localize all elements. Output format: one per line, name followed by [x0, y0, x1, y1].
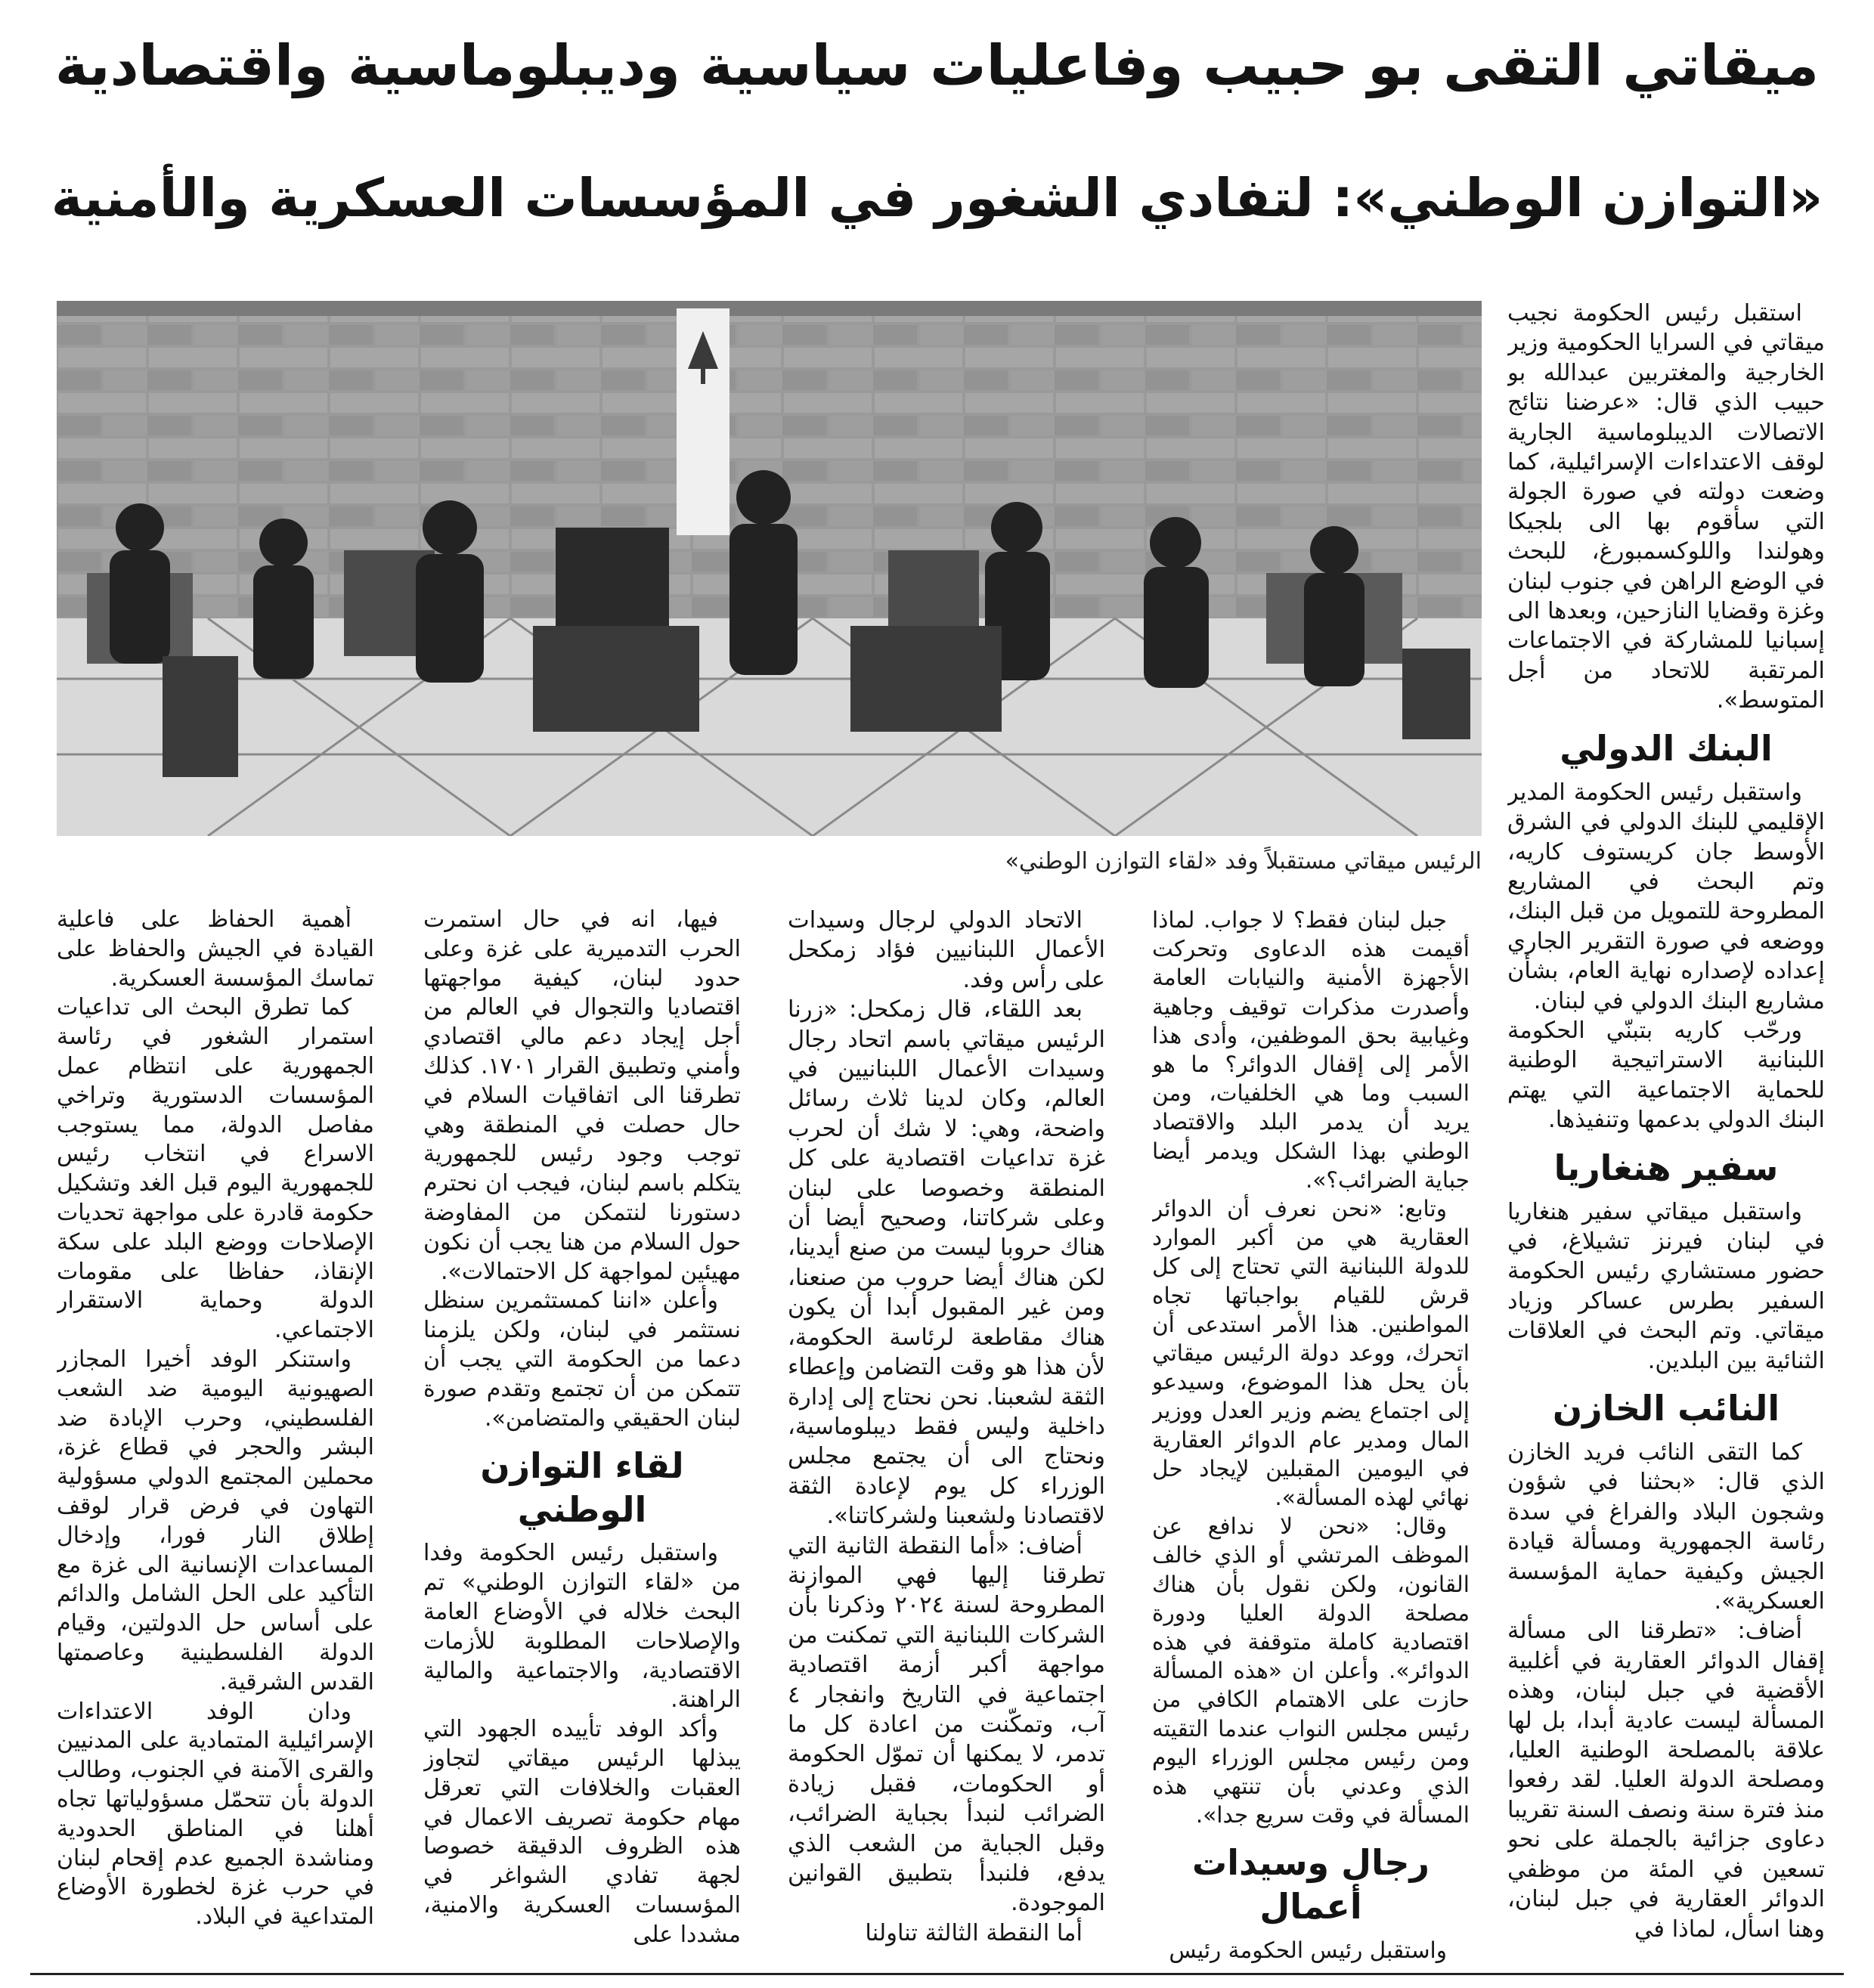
article-column-5: [57, 906, 374, 1968]
paragraph: وتابع: «نحن نعرف أن الدوائر العقارية هي من أكبر الموارد للدولة اللبنانية التي تحتاج إلى كل قرش للقيام بواجباتها تجاه المواطنين. هذا الأمر استدعى أن اتحرك، ووعد دولة الرئيس ميقاتي بأن يحل هذا الموضوع، وسيدعو إلى اجتماع يضم وزير العدل ووزير المال ومدير عام الدوائر العقارية في اليومين المقبلين لإيجاد حل نهائي لهذه المسألة».: [1152, 1196, 1470, 1511]
paragraph: واستقبل رئيس الحكومة رئيس: [1169, 1937, 1447, 1963]
article-column-3: [788, 906, 1105, 1968]
paragraph: واستقبل رئيس الحكومة المدير الإقليمي للبنك الدولي في الشرق الأوسط جان كريستوف كاريه، وتم البحث في المشاريع المطروحة للتمويل من قبل البنك، ووضعه في صورة التقرير الجاري إعداده لإصداره نهاية العام، بشأن مشاريع البنك الدولي في لبنان.: [1507, 779, 1825, 1014]
paragraph: وقال: «نحن لا ندافع عن الموظف المرتشي أو الذي خالف القانون، ولكن نقول بأن هناك مصلحة الدولة العليا ودورة اقتصادية كاملة متوقفة في هذه الدوائر». وأعلن ان «هذه المسألة حازت على الاهتمام الكافي من رئيس مجلس النواب عندما التقيته ومن رئيس مجلس الوزراء اليوم الذي وعدني بأن تنتهي هذه المسألة في وقت سريع جدا».: [1152, 1513, 1470, 1829]
paragraph: ودان الوفد الاعتداءات الإسرائيلية المتمادية على المدنيين والقرى الآمنة في الجنوب، وطالب الدولة بأن تتحمّل مسؤولياتها تجاه أهلنا في المناطق الحدودية ومناشدة الجميع عدم إقحام لبنان في حرب غزة لخطورة الأوضاع المتداعية في البلاد.: [57, 1698, 374, 1931]
subheading: رجال وسيدات أعمال: [1191, 1841, 1430, 1927]
subheading: النائب الخازن: [1552, 1388, 1780, 1429]
subheading: لقاء التوازن الوطني: [480, 1445, 684, 1531]
article-column-2: [1152, 906, 1470, 1968]
paragraph: واستقبل رئيس الحكومة وفدا من «لقاء التوازن الوطني» تم البحث خلاله في الأوضاع العامة والإصلاحات المطلوبة للأزمات الاقتصادية، والاجتماعية والمالية الراهنة.: [423, 1540, 741, 1714]
paragraph: أهمية الحفاظ على فاعلية القيادة في الجيش والحفاظ على تماسك المؤسسة العسكرية.: [57, 906, 374, 992]
paragraph: أما النقطة الثالثة تناولنا: [865, 1919, 1083, 1946]
paragraph: ورحّب كاريه بتبنّي الحكومة اللبنانية الاستراتيجية الوطنية للحماية الاجتماعية التي يهتم البنك الدولي بدعمها وتنفيذها.: [1507, 1017, 1825, 1134]
photo-caption: الرئيس ميقاتي مستقبلاً وفد «لقاء التوازن الوطني»: [1005, 848, 1482, 875]
paragraph: استقبل رئيس الحكومة نجيب ميقاتي في السرايا الحكومية وزير الخارجية والمغتربين عبدالله بو حبيب الذي قال: «عرضنا نتائج الاتصالات الديبلوماسية الجارية لوقف الاعتداءات الإسرائيلية، كما وضعت دولته في صورة الجولة التي سأقوم بها الى بلجيكا وهولندا واللوكسمبورغ، للبحث في الوضع الراهن في جنوب لبنان وغزة وقضايا النازحين، وبعدها الى إسبانيا للمشاركة في الاجتماعات المرتقبة للاتحاد من أجل المتوسط».: [1507, 300, 1825, 714]
paragraph: أضاف: «تطرقنا الى مسألة إقفال الدوائر العقارية في أغلبية الأقضية في جبل لبنان، وهذه المسألة ليست عادية أبدا، بل لها علاقة بالمصلحة الوطنية العليا، ومصلحة الدولة العليا. لقد رفعوا منذ فترة سنة ونصف السنة تقريبا دعاوى جزائية بالجملة على نحو تسعين في المئة من موظفي الدوائر العقارية في جبل لبنان، وهنا اسأل، لماذا في: [1507, 1618, 1825, 1943]
paragraph: واستقبل ميقاتي سفير هنغاريا في لبنان فيرنز تشيلاغ، في حضور مستشاري رئيس الحكومة السفير بطرس عساكر وزياد ميقاتي. وتم البحث في العلاقات الثنائية بين البلدين.: [1507, 1198, 1825, 1374]
paragraph: بعد اللقاء، قال زمكحل: «زرنا الرئيس ميقاتي باسم اتحاد رجال وسيدات الأعمال اللبنانيين في العالم، وكان لدينا ثلاث رسائل واضحة، وهي: لا شك أن لحرب غزة تداعيات اقتصادية على كل المنطقة وخصوصا على لبنان وعلى شركاتنا، وصحيح أيضا أن هناك حروبا ليست من صنع أيدينا، لكن هناك أيضا حروب من صنعنا، ومن غير المقبول أبدا أن يكون هناك مقاطعة لرئاسة الحكومة، لأن هذا هو وقت التضامن وإعطاء الثقة لشعبنا. نحن نحتاج إلى إدارة داخلية وليس فقط ديبلوماسية، ونحتاج الى أن يجتمع مجلس الوزراء كل يوم لإعادة الثقة لاقتصادنا ولشعبنا ولشركاتنا».: [788, 996, 1105, 1530]
paragraph: فيها، انه في حال استمرت الحرب التدميرية على غزة وعلى حدود لبنان، كيفية مواجهتها اقتصاديا والتجوال في العالم من أجل إيجاد دعم مالي اقتصادي وأمني وتطبيق القرار ١٧٠١. كذلك تطرقنا الى اتفاقيات السلام في حال حصلت في المنطقة وهي توجب وجود رئيس للجمهورية يتكلم باسم لبنان، فيجب ان نحترم دستورنا لنتمكن من المفاوضة حول السلام من هنا يجب أن نكون مهيئين لمواجهة كل الاحتمالات».: [423, 906, 741, 1285]
paragraph: أضاف: «أما النقطة الثانية التي تطرقنا إليها فهي الموازنة المطروحة لسنة ٢٠٢٤ وذكرنا بأن الشركات اللبنانية التي تمكنت من مواجهة أكبر أزمة اقتصادية اجتماعية في التاريخ وانفجار ٤ آب، وتمكّنت من اعادة كل ما تدمر، لا يمكنها أن تموّل الحكومة أو الحكومات، فقبل زيادة الضرائب لنبدأ بجباية الضرائب، وقبل الجباية من الشعب الذي يدفع، فلنبدأ بتطبيق القوانين الموجودة.: [788, 1532, 1105, 1917]
paragraph: كما تطرق البحث الى تداعيات استمرار الشغور في رئاسة الجمهورية على انتظام عمل المؤسسات الدستورية وتراخي مفاصل الدولة، مما يستوجب الاسراع في انتخاب رئيس للجمهورية اليوم قبل الغد وتشكيل حكومة قادرة على مواجهة تحديات الإصلاحات ووضع البلد على سكة الإنقاذ، حفاظا على مقومات الدولة وحماية الاستقرار الاجتماعي.: [57, 994, 374, 1344]
paragraph: وأعلن «اننا كمستثمرين سنظل نستثمر في لبنان، ولكن يلزمنا دعما من الحكومة التي يجب أن تتمكن من أن تجتمع وتقدم صورة لبنان الحقيقي والمتضامن».: [423, 1287, 741, 1432]
article-headline: «التوازن الوطني»: لتفادي الشغور في المؤسسات العسكرية والأمنية: [51, 167, 1823, 229]
paragraph: كما التقى النائب فريد الخازن الذي قال: «بحثنا في شؤون وشجون البلاد والفراغ في سدة رئاسة الجمهورية ومسألة قيادة الجيش وكيفية حماية المؤسسة العسكرية».: [1507, 1439, 1825, 1615]
meeting-photo-illustration: [57, 301, 1482, 836]
article-column-1: [1507, 299, 1825, 1954]
subheading: البنك الدولي: [1560, 727, 1773, 769]
paragraph: وأكد الوفد تأييده الجهود التي يبذلها الرئيس ميقاتي لتجاوز العقبات والخلافات التي تعرقل مهام حكومة تصريف الاعمال في هذه الظروف الدقيقة خصوصا لجهة تفادي الشواغر في المؤسسات العسكرية والامنية، مشددا على: [423, 1716, 741, 1948]
article-column-4: [423, 906, 741, 1968]
article-kicker: ميقاتي التقى بو حبيب وفاعليات سياسية وديبلوماسية واقتصادية: [54, 33, 1820, 98]
paragraph: جبل لبنان فقط؟ لا جواب. لماذا أقيمت هذه الدعاوى وتحركت الأجهزة الأمنية والنيابات العامة وأصدرت مذكرات توقيف وجاهية وغيابية بحق الموظفين، وأدى هذا الأمر إلى إقفال الدوائر؟ ما هو السبب وما هي الخلفيات، ومن يريد أن يدمر البلد والاقتصاد الوطني بهذا الشكل ويدمر أيضا جباية الضرائب؟».: [1152, 907, 1470, 1193]
article-photo: [57, 301, 1482, 836]
paragraph: واستنكر الوفد أخيرا المجازر الصهيونية اليومية ضد الشعب الفلسطيني، وحرب الإبادة ضد البشر والحجر في قطاع غزة، محملين المجتمع الدولي مسؤولية التهاون في فرض قرار لوقف إطلاق النار فورا، وإدخال المساعدات الإنسانية الى غزة مع التأكيد على الحل الشامل والدائم على أساس حل الدولتين، وقيام الدولة الفلسطينية وعاصمتها القدس الشرقية.: [57, 1345, 374, 1695]
bottom-divider: [30, 1973, 1844, 1975]
subheading: سفير هنغاريا: [1553, 1147, 1779, 1188]
paragraph: الاتحاد الدولي لرجال وسيدات الأعمال اللبنانيين فؤاد زمكحل على رأس وفد.: [788, 907, 1105, 993]
